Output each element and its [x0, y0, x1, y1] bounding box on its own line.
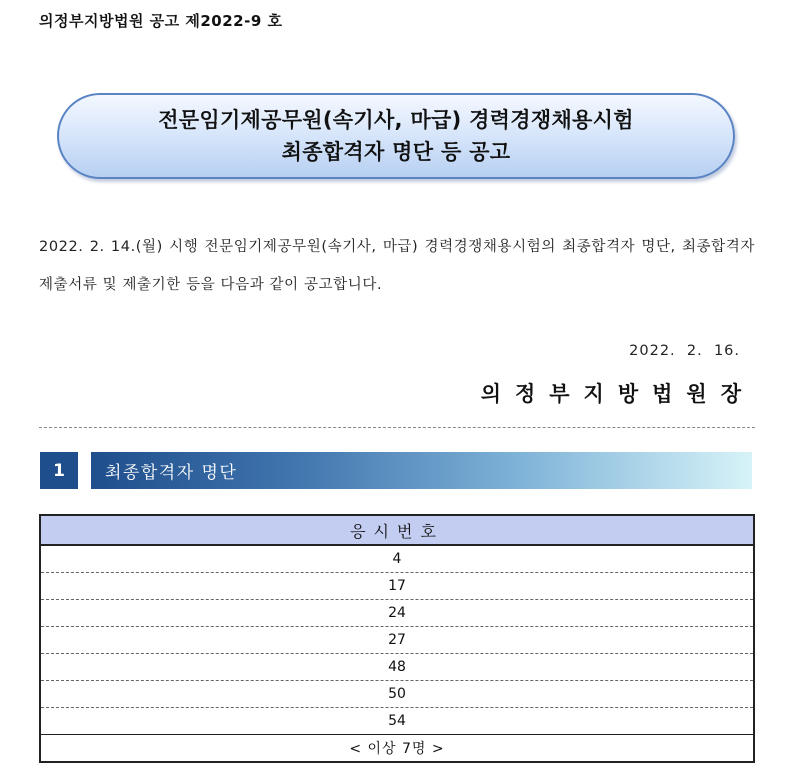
table-row [40, 600, 754, 627]
exam-number-cell: 48 [40, 654, 754, 681]
column-header-exam-number: 응시번호 [40, 515, 754, 545]
title-banner [57, 93, 735, 179]
notice-number: 의정부지방법원 공고 제2022-9 호 [39, 12, 283, 30]
title-line-2: 최종합격자 명단 등 공고 [281, 140, 511, 164]
exam-number-cell: 24 [40, 600, 754, 627]
table-row [40, 708, 754, 735]
exam-number-cell: 4 [40, 545, 754, 573]
passers-table [39, 514, 755, 763]
title-line-1: 전문임기제공무원(속기사, 마급) 경력경쟁채용시험 [158, 108, 634, 132]
issuer-name: 의정부지방법원장 [480, 382, 755, 406]
announcement-date: 2022. 2. 16. [629, 343, 740, 359]
exam-number-cell: 27 [40, 627, 754, 654]
table-row [40, 627, 754, 654]
table-row [40, 573, 754, 600]
section-number-badge: 1 [40, 452, 78, 489]
exam-number-cell: 17 [40, 573, 754, 600]
announcement-body: 2022. 2. 14.(월) 시행 전문임기제공무원(속기사, 마급) 경력경쟁채용시험의 최종합격자 명단, 최종합격자 제출서류 및 제출기한 등을 다음과 같이 공고합니다. [39, 239, 755, 293]
table-header-row [40, 515, 754, 545]
table-row [40, 545, 754, 573]
exam-number-cell: 54 [40, 708, 754, 735]
section-divider [39, 427, 755, 428]
table-total-row [40, 735, 754, 763]
table-row [40, 654, 754, 681]
exam-number-cell: 50 [40, 681, 754, 708]
table-row [40, 681, 754, 708]
section-header-bar [91, 452, 752, 489]
total-count-cell: < 이상 7명 > [40, 735, 754, 763]
section-title: 최종합격자 명단 [105, 463, 238, 483]
